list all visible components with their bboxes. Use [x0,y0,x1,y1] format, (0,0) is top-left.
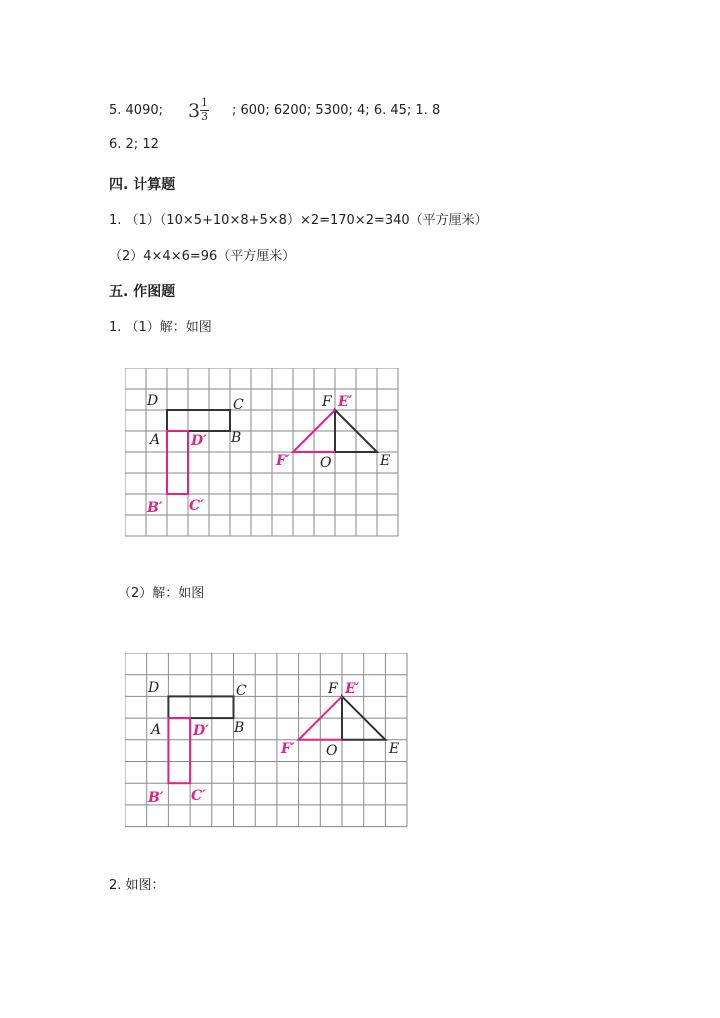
label-d-prime: D′ [193,723,209,739]
mixed-number-numerator: 1 [201,96,208,109]
answer-6: 6. 2; 12 [109,137,159,152]
answer-5-part1: 5. 4090; [109,103,163,118]
label-b: B [231,430,242,446]
rectangle-abcd [167,410,230,431]
section4-title: 四. 计算题 [109,177,176,193]
label-b: B [234,720,245,736]
mixed-number-whole: 3 [188,100,201,122]
rectangle-ab-prime-c-prime-d-prime [167,431,188,494]
section4-line1: 1. （1）（10×5+10×8+5×8）×2=170×2=340（平方厘米） [109,213,488,228]
label-a: A [150,432,161,448]
section5-title: 五. 作图题 [109,284,176,300]
label-c-prime: C′ [191,788,206,804]
label-f-prime: F′ [281,741,295,757]
label-b-prime: B′ [148,790,164,806]
section5-q2: 2. 如图： [109,878,165,893]
rectangle-ab-prime-c-prime-d-prime [168,718,190,783]
section5-q1-part1: 1. （1）解：如图 [109,320,212,335]
label-f-prime: F′ [276,453,290,469]
label-e-prime: E′ [345,681,360,697]
rectangle-abcd [168,696,233,718]
label-d: D [147,393,159,409]
label-f: F [322,394,332,410]
label-o: O [326,743,338,759]
grid-figure-1 [125,368,401,538]
label-d: D [148,680,160,696]
section4-line2: （2）4×4×6=96（平方厘米） [109,249,296,264]
answer-5-part2: ; 600; 6200; 5300; 4; 6. 45; 1. 8 [232,103,441,118]
grid-figure-2 [125,653,411,829]
label-c: C [233,397,244,413]
label-o: O [320,455,332,471]
mixed-number-denominator: 3 [201,110,208,123]
section5-q1-part2: （2）解：如图 [118,586,205,601]
label-c-prime: C′ [189,498,204,514]
label-a: A [151,722,162,738]
label-e: E [389,741,400,757]
label-e: E [380,453,391,469]
label-b-prime: B′ [147,500,163,516]
label-d-prime: D′ [191,433,207,449]
label-e-prime: E′ [338,394,353,410]
label-c: C [236,683,247,699]
label-f: F [328,681,338,697]
